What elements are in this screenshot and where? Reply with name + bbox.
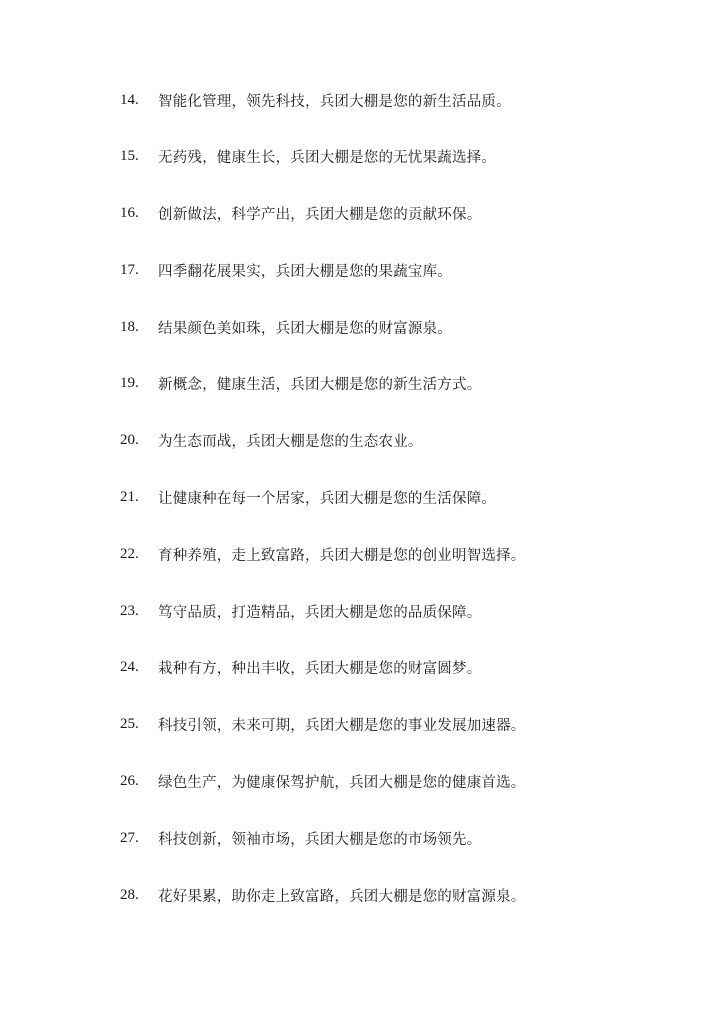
list-item (120, 597, 680, 625)
slogan-list (120, 86, 680, 938)
item-text: 笃守品质，打造精品，兵团大棚是您的品质保障。 (158, 604, 482, 621)
item-number: 28. (120, 886, 139, 903)
item-number: 20. (120, 432, 139, 449)
list-item (120, 200, 680, 228)
item-text: 为生态而战，兵团大棚是您的生态农业。 (158, 434, 423, 451)
item-text: 育种养殖，走上致富路，兵团大棚是您的创业明智选择。 (158, 547, 526, 564)
item-number: 21. (120, 489, 139, 506)
list-item (120, 881, 680, 909)
list-item (120, 654, 680, 682)
item-text: 科技引领，未来可期，兵团大棚是您的事业发展加速器。 (158, 718, 526, 735)
item-text: 智能化管理，领先科技，兵团大棚是您的新生活品质。 (158, 93, 511, 110)
item-number: 24. (120, 659, 139, 676)
item-number: 17. (120, 261, 139, 278)
list-item (120, 768, 680, 796)
list-item (120, 143, 680, 171)
list-item (120, 370, 680, 398)
item-number: 15. (120, 148, 139, 165)
item-number: 23. (120, 602, 139, 619)
item-text: 栽种有方，种出丰收，兵团大棚是您的财富圆梦。 (158, 661, 482, 678)
list-item (120, 256, 680, 284)
list-item (120, 427, 680, 455)
list-item (120, 313, 680, 341)
item-number: 25. (120, 716, 139, 733)
item-number: 27. (120, 829, 139, 846)
list-item (120, 540, 680, 568)
item-text: 科技创新，领袖市场，兵团大棚是您的市场领先。 (158, 831, 482, 848)
list-item (120, 824, 680, 852)
item-text: 无药残，健康生长，兵团大棚是您的无忧果蔬选择。 (158, 150, 497, 167)
item-text: 创新做法，科学产出，兵团大棚是您的贡献环保。 (158, 207, 482, 224)
item-text: 让健康种在每一个居家，兵团大棚是您的生活保障。 (158, 491, 497, 508)
item-number: 18. (120, 318, 139, 335)
item-number: 16. (120, 205, 139, 222)
item-text: 绿色生产，为健康保驾护航，兵团大棚是您的健康首选。 (158, 775, 526, 792)
item-text: 花好果累，助你走上致富路，兵团大棚是您的财富源泉。 (158, 888, 526, 905)
list-item (120, 484, 680, 512)
item-text: 结果颜色美如珠，兵团大棚是您的财富源泉。 (158, 320, 452, 337)
list-item (120, 711, 680, 739)
item-number: 19. (120, 375, 139, 392)
item-text: 新概念，健康生活，兵团大棚是您的新生活方式。 (158, 377, 482, 394)
item-number: 26. (120, 773, 139, 790)
item-number: 14. (120, 91, 139, 108)
item-number: 22. (120, 545, 139, 562)
item-text: 四季翻花展果实，兵团大棚是您的果蔬宝库。 (158, 263, 452, 280)
list-item (120, 86, 680, 114)
